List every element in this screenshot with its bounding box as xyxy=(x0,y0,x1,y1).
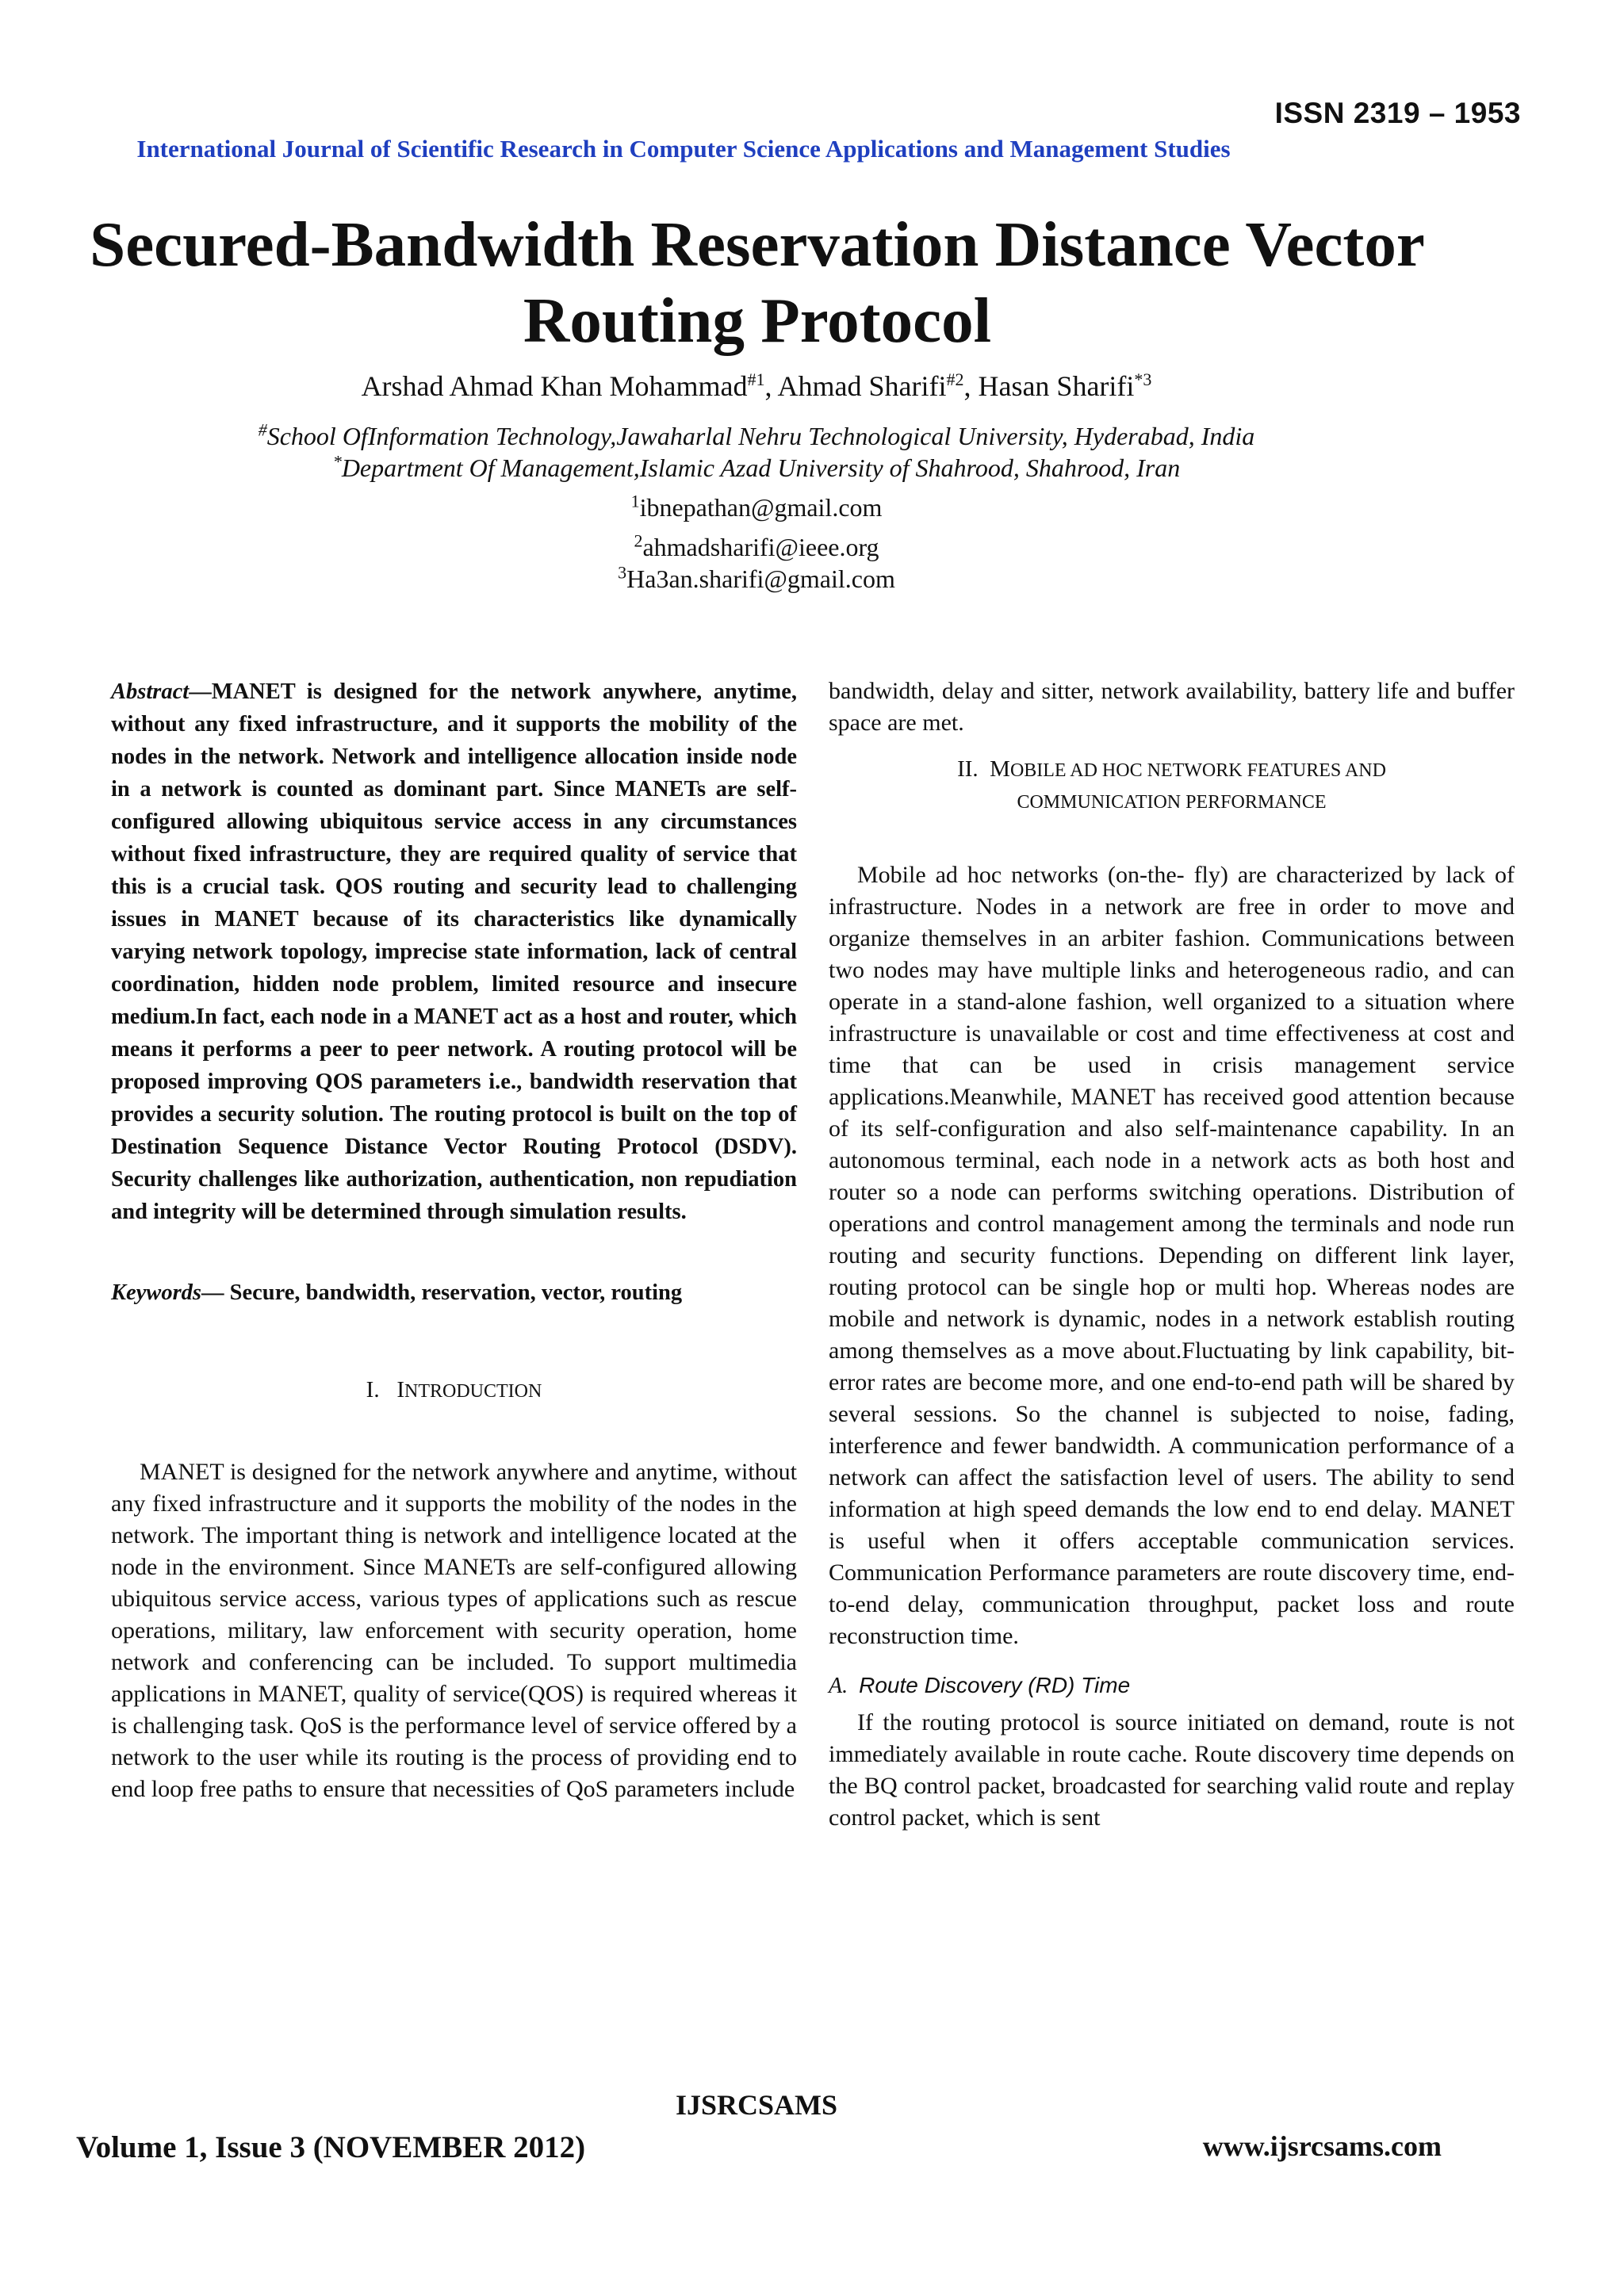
affiliation-mark: # xyxy=(258,419,267,440)
keywords-label: Keywords xyxy=(111,1280,201,1305)
section-heading-line-2: COMMUNICATION PERFORMANCE xyxy=(1017,792,1327,813)
section-heading-introduction xyxy=(111,1374,797,1407)
left-column xyxy=(111,675,797,1805)
abstract-text: MANET is designed for the network anywhere, anytime, without any fixed infrastructure, and it supports the mobility of the nodes in the network. Network and intelligence allocation inside node in a network is counted as dominant part. Since MANETs are self-configured allowing ubiquitous service access in any circumstances without fixed infrastructure, they are required quality of service that this is a crucial task. QOS routing and security lead to challenging issues in MANET because of its characteristics like dynamically varying network topology, imprecise state information, lack of central coordination, hidden node problem, limited resource and insecure medium.In fact, each node in a MANET act as a host and router, which means it performs a peer to peer network. A routing protocol will be proposed improving QOS parameters i.e., bandwidth reservation that provides a security solution. The routing protocol is built on the top of Destination Sequence Distance Vector Routing Protocol (DSDV). Security challenges like authorization, authentication, non repudiation and integrity will be determined through simulation results. xyxy=(111,679,797,1224)
author-name: Ahmad Sharifi xyxy=(777,370,947,402)
affiliation-text: School OfInformation Technology,Jawaharlal Nehru Technological University, Hyderabad, India xyxy=(266,422,1255,450)
intro-paragraph: MANET is designed for the network anywhere and anytime, without any fixed infrastructure and it supports the mobility of the nodes in the network. The important thing is network and intelligence located at the node in the environment. Since MANETs are self-configured allowing ubiquitous service access, various types of applications such as rescue operations, military, law enforcement with security operation, home network and conferencing can be included. To support multimedia applications in MANET, quality of service(QOS) is required whereas it is challenging task. QoS is the performance level of service offered by a network to the user while its routing is the process of providing end to end loop free paths to ensure that necessities of QoS parameters include xyxy=(111,1459,797,1802)
affiliation-text: Department Of Management,Islamic Azad University of Shahrood, Shahrood, Iran xyxy=(341,453,1181,482)
email-1 xyxy=(0,493,1513,522)
author-list xyxy=(0,369,1513,403)
section-initial: I xyxy=(396,1377,404,1402)
journal-name: International Journal of Scientific Research in Computer Science Applications and Management Studies xyxy=(136,135,1231,163)
section-number: II. xyxy=(957,756,979,782)
section-heading-line-1 xyxy=(829,753,1515,786)
subsection-heading-route-discovery xyxy=(829,1670,1515,1702)
title-line-2: Routing Protocol xyxy=(523,285,992,356)
affiliation-mark: * xyxy=(332,451,342,472)
email-2 xyxy=(0,530,1513,562)
author-separator: , xyxy=(963,370,979,402)
email-text: ahmadsharifi@ieee.org xyxy=(642,533,879,561)
footer-journal-abbrev: IJSRCSAMS xyxy=(675,2089,838,2121)
subsection-letter: A. xyxy=(829,1674,848,1698)
section-title: OBILE AD HOC NETWORK FEATURES AND xyxy=(1009,760,1386,781)
keywords-text: Secure, bandwidth, reservation, vector, routing xyxy=(224,1280,683,1305)
affiliation-1 xyxy=(0,419,1513,451)
footer-volume: Volume 1, Issue 3 (NOVEMBER 2012) xyxy=(76,2130,586,2164)
section-title: NTRODUCTION xyxy=(404,1381,542,1402)
abstract xyxy=(111,675,797,1228)
email-mark: 2 xyxy=(634,530,643,551)
email-text: ibnepathan@gmail.com xyxy=(639,493,883,522)
manet-features-paragraph: Mobile ad hoc networks (on-the- fly) are characterized by lack of infrastructure. Nodes in a network are free in order to move and organize themselves in an arbiter fashion. Communications between two nodes may have multiple links and heterogeneous radio, and can operate in a stand-alone fashion, well organized to a situation where infrastructure is unavailable or cost and time effectiveness at cost and time that can be used in crisis management service applications.Meanwhile, MANET has received good attention because of its self-configuration and also self-maintenance capability. In an autonomous terminal, each node in a network acts as both host and router so a node can performs switching operations. Distribution of operations and control management among the terminals and node run routing and security functions. Depending on different link layer, routing protocol can be single hop or multi hop. Whereas nodes are mobile and network is dynamic, nodes in a network establish routing among themselves as a move about.Fluctuating by link capability, bit-error rates are become more, and one end-to-end path will be shared by several sessions. So the channel is subjected to noise, fading, interference and fewer bandwidth. A communication performance of a network can affect the satisfaction level of users. The ability to send information at high speed demands the low end to end delay. MANET is useful when it offers acceptable communication services. Communication Performance parameters are route discovery time, end-to-end delay, communication throughput, packet loss and route reconstruction time. xyxy=(829,862,1515,1649)
subsection-title: Route Discovery (RD) Time xyxy=(859,1673,1131,1697)
author-name: Arshad Ahmad Khan Mohammad xyxy=(361,370,748,402)
intro-paragraph-continued: bandwidth, delay and sitter, network availability, battery life and buffer space are met. xyxy=(829,678,1515,736)
affiliation-2 xyxy=(0,453,1513,483)
keywords xyxy=(111,1277,797,1309)
email-text: Ha3an.sharifi@gmail.com xyxy=(626,564,895,593)
footer-website: www.ijsrcsams.com xyxy=(1202,2130,1442,2162)
title-line-1: Secured-Bandwidth Reservation Distance Vector xyxy=(90,209,1425,280)
section-initial: M xyxy=(990,756,1010,782)
keywords-dash: — xyxy=(201,1280,224,1305)
email-3 xyxy=(0,564,1513,594)
email-mark: 1 xyxy=(630,491,640,511)
author-mark: #2 xyxy=(946,369,964,389)
section-heading-manet-features xyxy=(829,753,1515,818)
abstract-label: Abstract xyxy=(111,679,190,704)
route-discovery-paragraph: If the routing protocol is source initiated on demand, route is not immediately available in route cache. Route discovery time depends on the BQ control packet, broadcasted for searching valid route and replay control packet, which is sent xyxy=(829,1709,1515,1831)
author-mark: *3 xyxy=(1134,369,1152,389)
email-mark: 3 xyxy=(618,562,627,583)
author-mark: #1 xyxy=(747,369,765,389)
issn-number: ISSN 2319 – 1953 xyxy=(1274,97,1521,129)
right-column xyxy=(829,675,1515,1834)
author-separator: , xyxy=(764,370,778,402)
section-number: I. xyxy=(366,1377,380,1402)
abstract-dash: — xyxy=(189,679,212,704)
author-name: Hasan Sharifi xyxy=(978,370,1135,402)
paper-title xyxy=(32,206,1483,358)
